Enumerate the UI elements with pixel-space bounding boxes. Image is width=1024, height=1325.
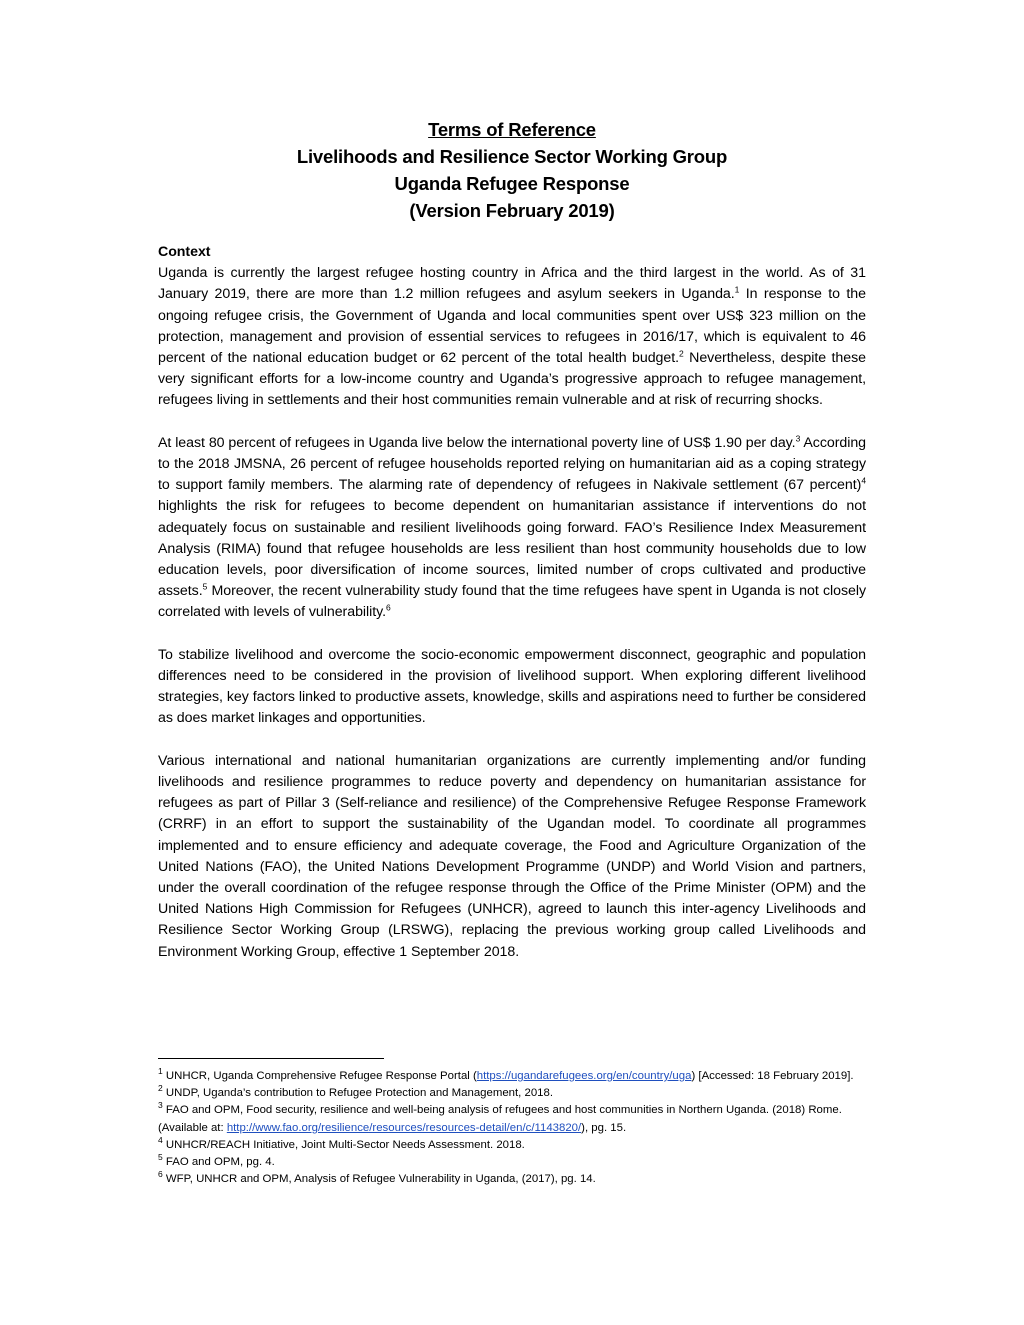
paragraph-1 (158, 263, 866, 411)
footnote-4-number: 4 (158, 1135, 163, 1146)
footnote-1-text-post: ) [Accessed: 18 February 2019]. (691, 1070, 854, 1082)
paragraph-2 (158, 433, 866, 624)
footnote-3-text-post: ), pg. 15. (581, 1121, 627, 1134)
footnote-2-text: UNDP, Uganda’s contribution to Refugee Protection and Management, 2018. (162, 1087, 554, 1100)
footnote-1-link[interactable]: https://ugandarefugees.org/en/country/uga (476, 1070, 692, 1082)
paragraph-3: To stabilize livelihood and overcome the socio-economic empowerment disconnect, geographic and population differences need to be considered in the provision of livelihood support. When exploring different livelihood strategies, key factors linked to productive assets, knowledge, skills and aspirations need to further be considered as does market linkages and opportunities. (158, 646, 866, 727)
document-title (158, 116, 866, 224)
footnote-ref-3[interactable]: 3 (795, 433, 801, 444)
footnote-4 (158, 1137, 866, 1154)
paragraph-4: Various international and national humanitarian organizations are currently implementing and/or funding livelihoods and resilience programmes to reduce poverty and dependency on humanitarian assistance for refugees as part of Pillar 3 (Self-reliance and resilience) of the Comprehensive Refugee Response Framework (CRRF) in an effort to support the sustainability of the Ugandan model. To coordinate all programmes implemented and to ensure efficiency and adequate coverage, the Food and Agriculture Organization of the United Nations (FAO), the United Nations Development Programme (UNDP) and World Vision and partners, under the overall coordination of the refugee response through the Office of the Prime Minister (OPM) and the United Nations High Commission for Refugees (UNHCR), agreed to launch this inter-agency Livelihoods and Resilience Sector Working Group (LRSWG), replacing the previous working group called Livelihoods and Environment Working Group, effective 1 September 2018. (158, 752, 866, 960)
footnote-6-text: WFP, UNHCR and OPM, Analysis of Refugee Vulnerability in Uganda, (2017), pg. 14. (162, 1173, 596, 1186)
footnote-ref-6[interactable]: 6 (386, 602, 391, 613)
footnote-2-number: 2 (158, 1083, 163, 1094)
footnote-5-number: 5 (158, 1152, 163, 1163)
paragraph-2-text-c: highlights the risk for refugees to become dependent on humanitarian assistance if interventions do not adequately focus on sustainable and resilient livelihoods going forward. FAO’s Resilience Index Measurement Analysis (RIMA) found that refugee households are less resilient than host community households due to low education levels, poor diversification of income sources, limited number of crops cultivated and productive assets. (158, 498, 866, 600)
title-version: (Version February 2019) (409, 200, 615, 221)
footnote-3-text-pre: FAO and OPM, Food security, resilience and well-being analysis of refugees and host communities in Northern Uganda. (2018) Rome. (Available at: (158, 1104, 842, 1134)
footnote-3-link[interactable]: http://www.fao.org/resilience/resources/resources-detail/en/c/1143820/ (226, 1121, 582, 1134)
footnote-3-number: 3 (158, 1100, 163, 1111)
paragraph-1-text-c: Nevertheless, despite these very significant efforts for a low-income country and Uganda’s progressive approach to refugee management, refugees living in settlements and their host communities remain vulnerable and at risk of recurring shocks. (158, 350, 866, 409)
footnote-1-text-pre: UNHCR, Uganda Comprehensive Refugee Response Portal ( (162, 1070, 477, 1082)
document-body (158, 242, 866, 984)
footnote-6 (158, 1171, 866, 1188)
footnote-6-number: 6 (158, 1169, 163, 1180)
paragraph-2-text-a: At least 80 percent of refugees in Uganda live below the international poverty line of US$ 1.90 per day. (158, 434, 796, 451)
footnote-ref-1[interactable]: 1 (734, 284, 740, 295)
title-terms-of-reference: Terms of Reference (428, 119, 596, 140)
footnotes-section (158, 1068, 866, 1188)
footnote-5-text: FAO and OPM, pg. 4. (162, 1156, 275, 1169)
footnote-ref-2[interactable]: 2 (679, 348, 684, 359)
footnote-2 (158, 1085, 866, 1102)
footnote-1-number: 1 (158, 1066, 163, 1077)
title-working-group: Livelihoods and Resilience Sector Working Group (296, 146, 728, 167)
footnote-1 (158, 1068, 866, 1085)
paragraph-2-text-d: Moreover, the recent vulnerability study found that the time refugees have spent in Uganda is not closely correlated with levels of vulnerability. (158, 583, 866, 621)
footnote-ref-4[interactable]: 4 (861, 475, 866, 486)
paragraph-2-text-b: According to the 2018 JMSNA, 26 percent of refugee households reported relying on humanitarian aid as a coping strategy to support family members. The alarming rate of dependency of refugees in Nakivale settlement (67 percent) (158, 434, 867, 494)
footnote-4-text: UNHCR/REACH Initiative, Joint Multi-Sector Needs Assessment. 2018. (162, 1138, 525, 1151)
title-response: Uganda Refugee Response (394, 173, 630, 194)
paragraph-1-text-a: Uganda is currently the largest refugee hosting country in Africa and the third largest in the world. As of 31 January 2019, there are more than 1.2 million refugees and asylum seekers in Uganda. (158, 265, 866, 303)
footnote-ref-5[interactable]: 5 (202, 581, 208, 592)
footnote-5 (158, 1154, 866, 1171)
footnote-3 (158, 1102, 866, 1136)
section-heading-context: Context (158, 244, 211, 260)
paragraph-1-text-b: In response to the ongoing refugee crisis, the Government of Uganda and local communities spent over US$ 323 million on the protection, management and provision of essential services to refugees in 2016/17, which is equivalent to 46 percent of the national education budget or 62 percent of the total health budget. (158, 286, 866, 367)
footnote-divider (158, 1058, 384, 1059)
